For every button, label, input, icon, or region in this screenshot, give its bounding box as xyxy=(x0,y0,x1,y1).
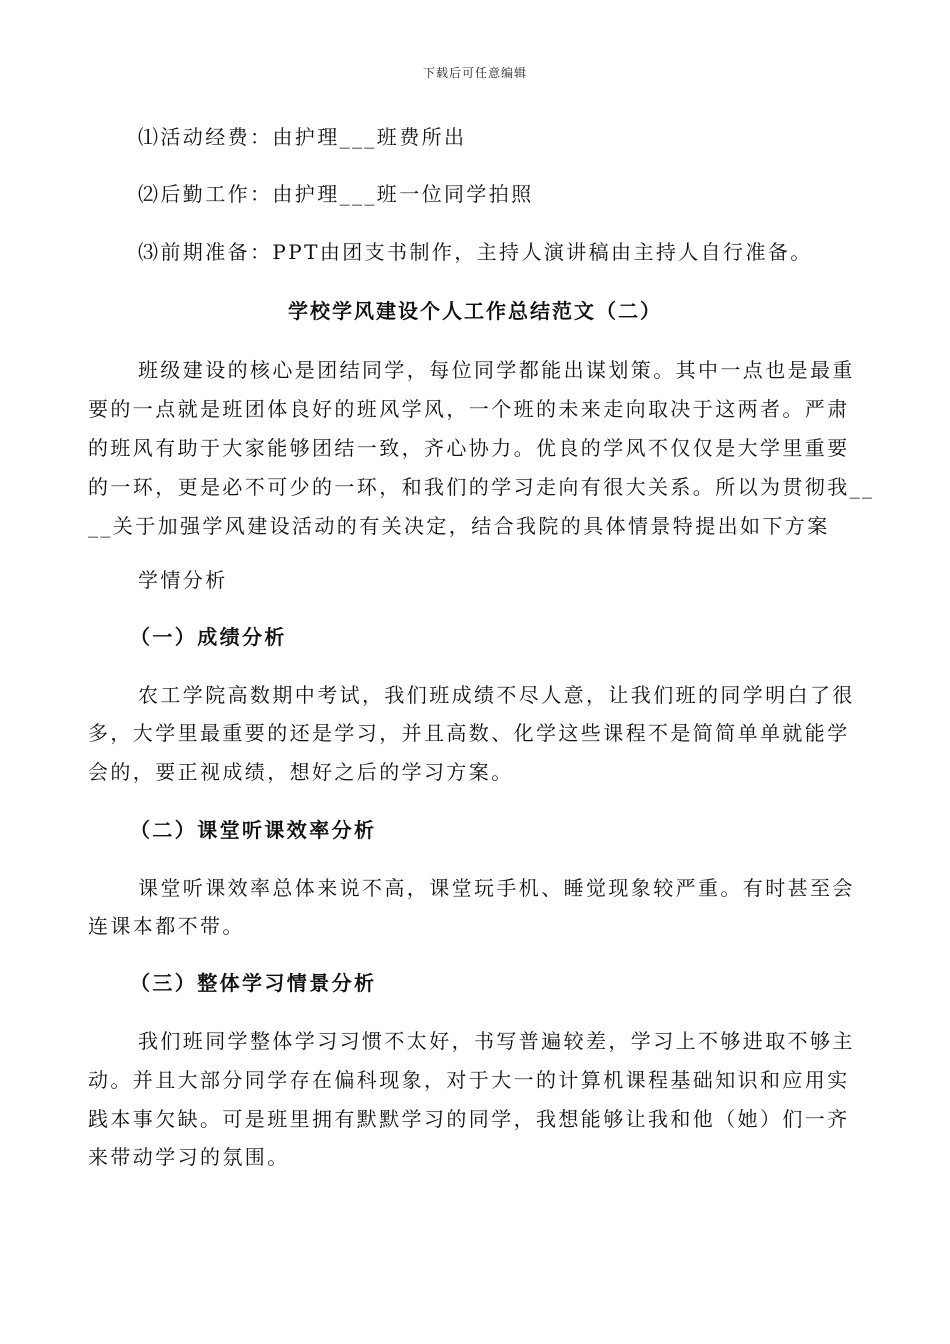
intro-line-3: 的班风有助于大家能够团结一致，齐心协力。优良的学风不仅仅是大学里重要 xyxy=(88,436,850,460)
list-item-preparation: ⑶前期准备：PPT由团支书制作，主持人演讲稿由主持人自行准备。 xyxy=(138,240,813,264)
heading-overall: （三）整体学习情景分析 xyxy=(130,971,377,995)
grades-line-2: 多，大学里最重要的还是学习，并且高数、化学这些课程不是简简单单就能学 xyxy=(88,721,850,745)
grades-line-3: 会的，要正视成绩，想好之后的学习方案。 xyxy=(88,760,514,784)
heading-classroom: （二）课堂听课效率分析 xyxy=(130,818,377,842)
page-header: 下载后可任意编辑 xyxy=(422,66,527,80)
classroom-line-1: 课堂听课效率总体来说不高，课堂玩手机、睡觉现象较严重。有时甚至会 xyxy=(138,876,855,900)
list-item-funding: ⑴活动经费：由护理___班费所出 xyxy=(138,125,467,149)
analysis-label: 学情分析 xyxy=(138,568,228,592)
list-item-logistics: ⑵后勤工作：由护理___班一位同学拍照 xyxy=(138,182,534,206)
overall-line-3: 践本事欠缺。可是班里拥有默默学习的同学，我想能够让我和他（她）们一齐 xyxy=(88,1107,850,1131)
classroom-line-2: 连课本都不带。 xyxy=(88,914,245,938)
intro-line-4: 的一环，更是必不可少的一环，和我们的学习走向有很大关系。所以为贯彻我__ xyxy=(88,475,875,499)
intro-line-2: 要的一点就是班团体良好的班风学风，一个班的未来走向取决于这两者。严肃 xyxy=(88,397,850,421)
overall-line-4: 来带动学习的氛围。 xyxy=(88,1145,290,1169)
intro-line-5: __关于加强学风建设活动的有关决定，结合我院的具体情景特提出如下方案 xyxy=(88,514,830,538)
grades-line-1: 农工学院高数期中考试，我们班成绩不尽人意，让我们班的同学明白了很 xyxy=(138,683,855,707)
overall-line-1: 我们班同学整体学习习惯不太好，书写普遍较差，学习上不够进取不够主 xyxy=(138,1029,855,1053)
heading-grades: （一）成绩分析 xyxy=(130,625,287,649)
intro-line-1: 班级建设的核心是团结同学，每位同学都能出谋划策。其中一点也是最重 xyxy=(138,358,855,382)
section-title: 学校学风建设个人工作总结范文（二） xyxy=(288,299,662,323)
overall-line-2: 动。并且大部分同学存在偏科现象，对于大一的计算机课程基础知识和应用实 xyxy=(88,1068,850,1092)
